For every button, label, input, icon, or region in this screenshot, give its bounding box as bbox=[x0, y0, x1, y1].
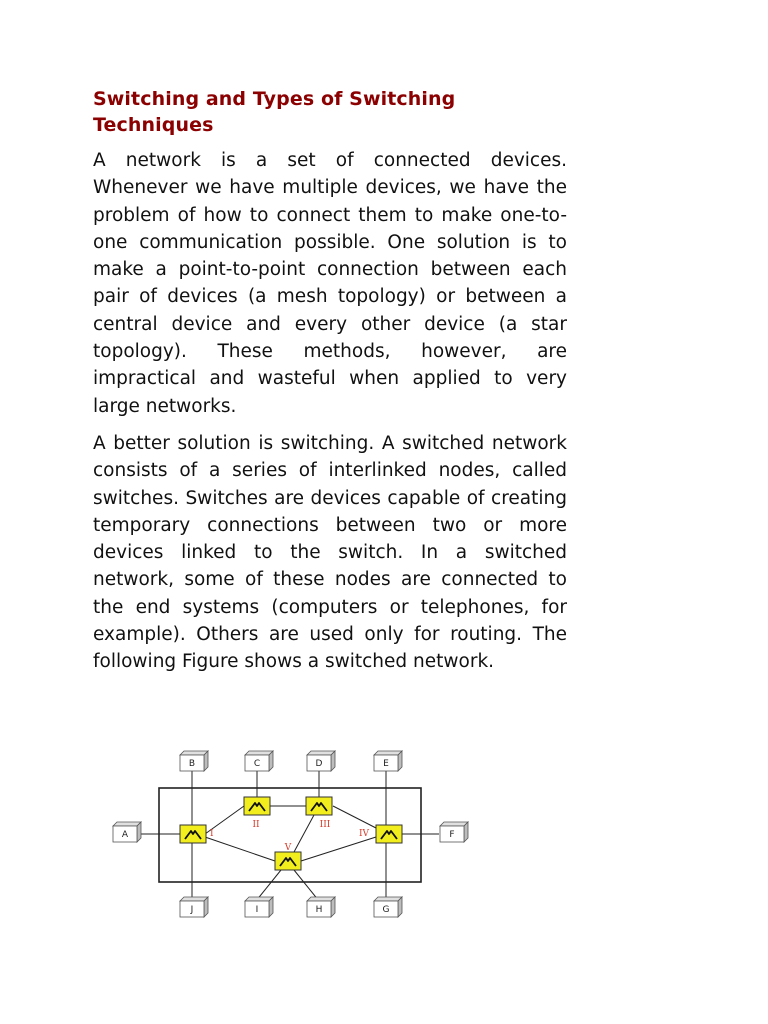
device-f bbox=[440, 822, 468, 842]
device-f-label: F bbox=[449, 830, 455, 840]
device-c bbox=[245, 751, 273, 771]
switch-5-label: V bbox=[284, 843, 292, 853]
device-c-label: C bbox=[253, 759, 261, 769]
page-title: Switching and Types of Switching Techniques bbox=[93, 88, 456, 136]
switch-2-label: II bbox=[252, 820, 260, 830]
switch-4-label: IV bbox=[358, 829, 370, 839]
switch-3-label: III bbox=[319, 820, 331, 830]
device-g-label: G bbox=[382, 905, 390, 915]
device-e bbox=[374, 751, 402, 771]
device-i bbox=[245, 897, 273, 917]
switched-network-figure bbox=[106, 748, 472, 920]
device-h bbox=[307, 897, 335, 917]
switch-1-label: I bbox=[210, 829, 214, 839]
device-j-label: J bbox=[190, 905, 194, 915]
switch-2 bbox=[244, 797, 270, 830]
device-d-label: D bbox=[315, 759, 323, 769]
device-g bbox=[374, 897, 402, 917]
article-body bbox=[93, 86, 567, 676]
device-h-label: H bbox=[315, 905, 323, 915]
device-a-label: A bbox=[121, 830, 129, 840]
paragraph-switching: A better solution is switching. A switched network consists of a series of interlinked nodes, called switches. Switches are devices capable of creating temporary connections between two or more devices linked to the switch. In a switched network, some of these nodes are connected to the end systems (computers or telephones, for example). Others are used only for routing. The following Figure shows a switched network. bbox=[93, 432, 567, 673]
device-d bbox=[307, 751, 335, 771]
device-i-label: I bbox=[255, 905, 259, 915]
device-e-label: E bbox=[383, 759, 389, 769]
device-a bbox=[113, 822, 141, 842]
switch-3 bbox=[306, 797, 332, 830]
device-b-label: B bbox=[188, 759, 196, 769]
device-j bbox=[180, 897, 208, 917]
device-b bbox=[180, 751, 208, 771]
switch-1 bbox=[180, 825, 214, 843]
network-diagram bbox=[106, 748, 472, 920]
paragraph-intro: A network is a set of connected devices. Whenever we have multiple devices, we have the problem of how to connect them to make one-to-one communication possible. One solution is to make a point-to-point connection between each pair of devices (a mesh topology) or between a central device and every other device (a star topology). These methods, however, are impractical and wasteful when applied to very large networks. bbox=[93, 150, 567, 417]
